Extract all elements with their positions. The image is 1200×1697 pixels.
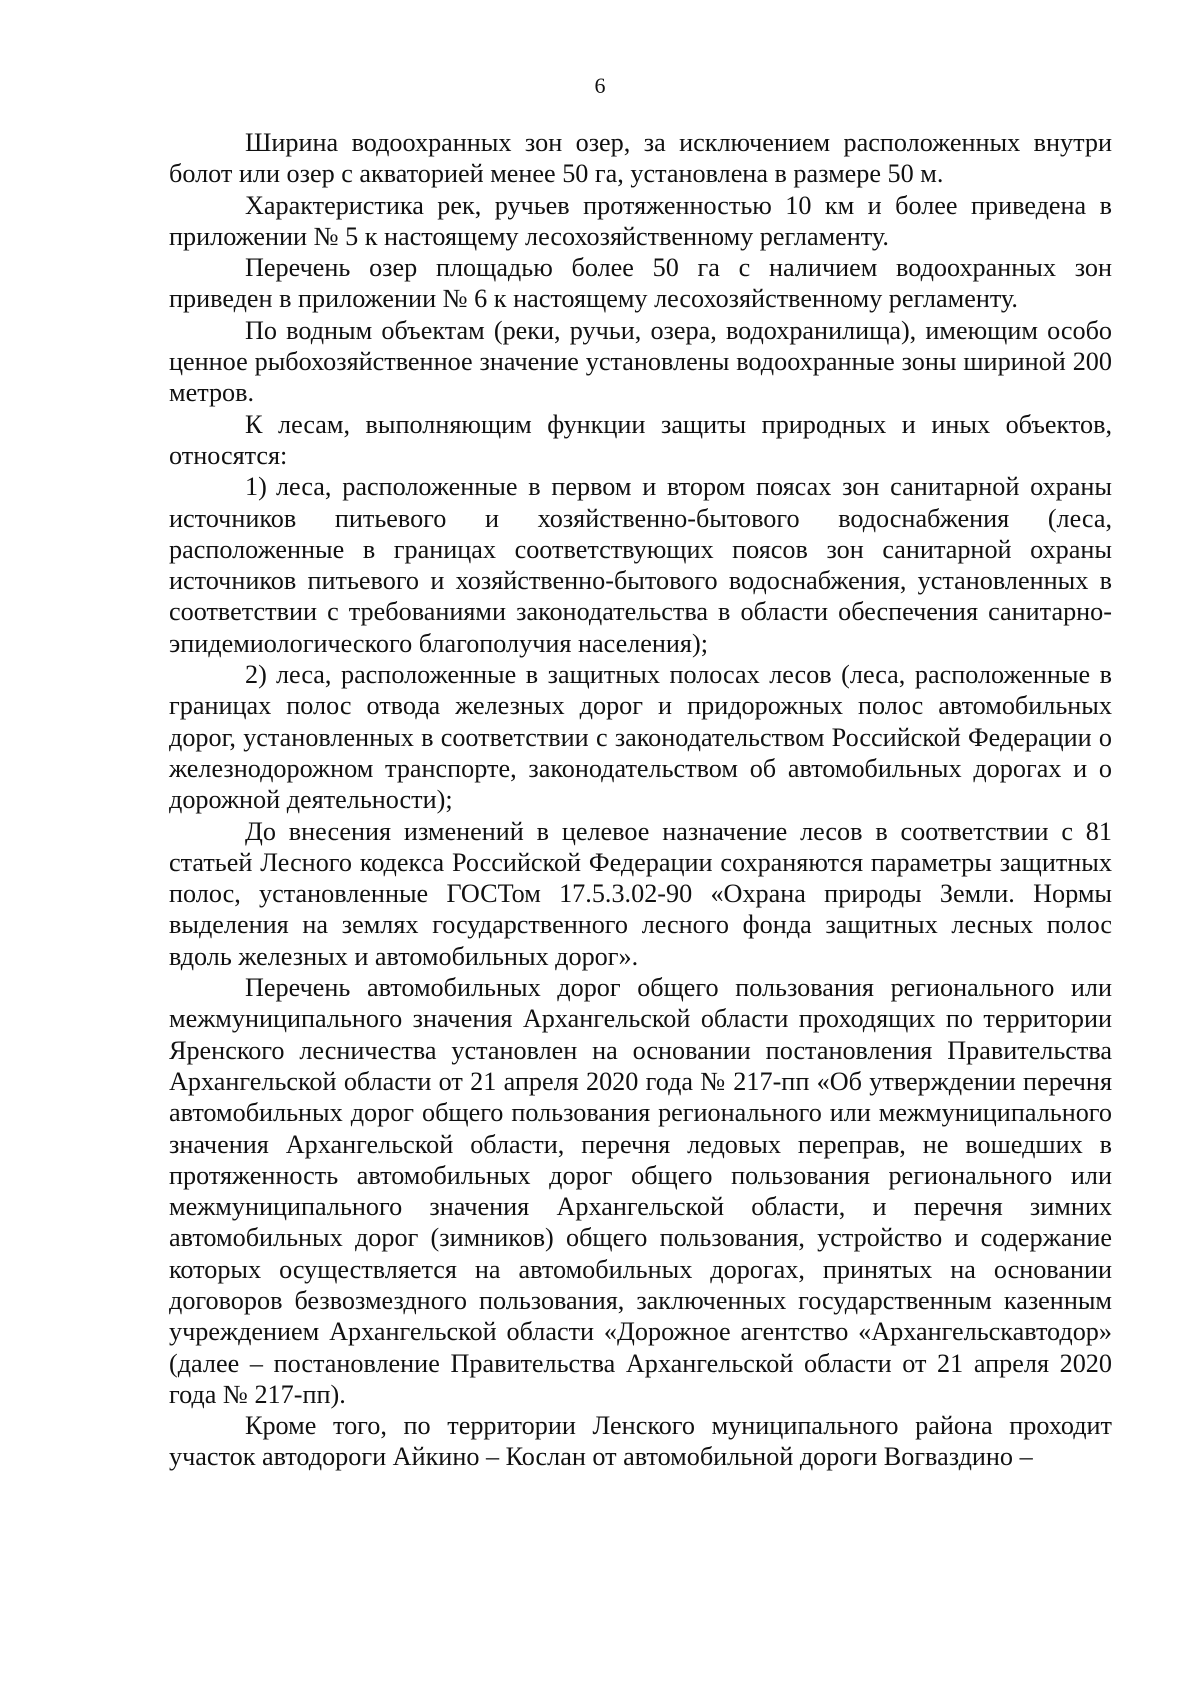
paragraph-gost-protective-strips: До внесения изменений в целевое назначение лесов в соответствии с 81 статьей Лесного кодекса Российской Федерации сохраняются параметры защитных полос, установленные ГОСТом 17.5.3.02-90 «Охрана природы Земли. Нормы выделения на землях государственного лесного фонда защитных лесных полос вдоль железных и автомобильных дорог». [169,816,1112,971]
paragraph-lakes-list: Перечень озер площадью более 50 га с наличием водоохранных зон приведен в приложении № 6 к настоящему лесохозяйственному регламенту. [169,253,1112,314]
document-body [169,127,1112,1473]
paragraph-roads-list: Перечень автомобильных дорог общего пользования регионального или межмуниципального значения Архангельской области проходящих по территории Яренского лесничества установлен на основании постановления Правительства Архангельской области от 21 апреля 2020 года № 217-пп «Об утверждении перечня автомобильных дорог общего пользования регионального или межмуниципального значения Архангельской области, перечня ледовых переправ, не вошедших в протяженность автомобильных дорог общего пользования регионального или межмуниципального значения Архангельской области, и перечня зимних автомобильных дорог (зимников) общего пользования, устройство и содержание которых осуществляется на автомобильных дорогах, принятых на основании договоров безвозмездного пользования, заключенных государственным казенным учреждением Архангельской области «Дорожное агентство «Архангельскавтодор» (далее – постановление Правительства Архангельской области от 21 апреля 2020 года № 217-пп). [169,973,1112,1409]
list-item-number: 2) [245,660,267,690]
paragraph-protective-forests-intro: К лесам, выполняющим функции защиты природных и иных объектов, относятся: [169,409,1112,470]
page-number: 6 [594,73,606,98]
paragraph-additional-road: Кроме того, по территории Ленского муниципального района проходит участок автодороги Айкино – Кослан от автомобильной дороги Вогваздино – [169,1411,1112,1472]
paragraph-rivers-characteristics: Характеристика рек, ручьев протяженностью 10 км и более приведена в приложении № 5 к настоящему лесохозяйственному регламенту. [169,190,1112,251]
list-item [169,471,1112,659]
paragraph-water-zone-width: Ширина водоохранных зон озер, за исключением расположенных внутри болот или озер с акваторией менее 50 га, установлена в размере 50 м. [169,128,1112,189]
list-item-number: 1) [245,472,267,502]
list-item [169,659,1112,815]
list-item-text: леса, расположенные в защитных полосах лесов (леса, расположенные в границах полос отвода железных дорог и придорожных полос автомобильных дорог, установленных в соответствии с законодательством Российской Федерации о железнодорожном транспорте, законодательством об автомобильных дорогах и о дорожной деятельности); [169,660,1112,815]
list-item-text: леса, расположенные в первом и втором поясах зон санитарной охраны источников питьевого и хозяйственно-бытового водоснабжения (леса, расположенные в границах соответствующих поясов зон санитарной охраны источников питьевого и хозяйственно-бытового водоснабжения, установленных в соответствии с требованиями законодательства в области обеспечения санитарно-эпидемиологического благополучия населения); [169,472,1112,658]
paragraph-fishery-objects: По водным объектам (реки, ручьи, озера, водохранилища), имеющим особо ценное рыбохозяйственное значение установлены водоохранные зоны шириной 200 метров. [169,315,1112,408]
